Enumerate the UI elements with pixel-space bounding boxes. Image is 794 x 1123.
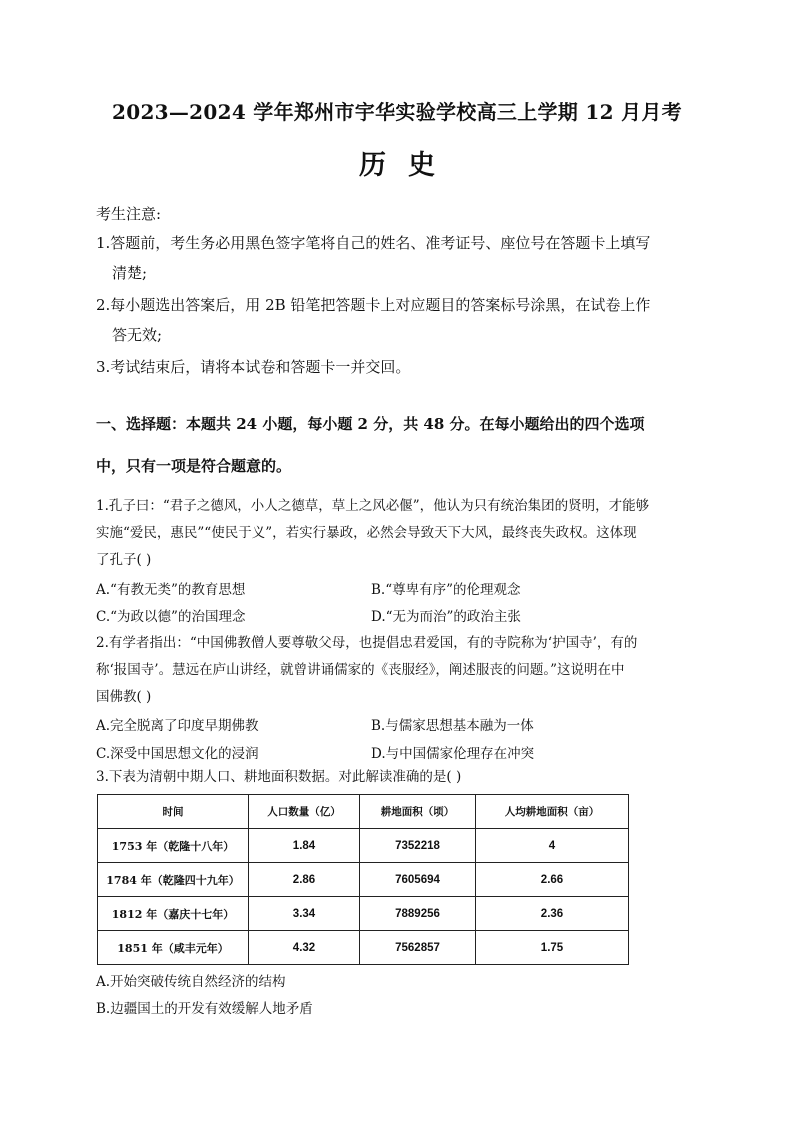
table-cell: 7889256 [360, 897, 476, 931]
table-cell: 7562857 [360, 931, 476, 965]
column-header: 人均耕地面积（亩） [476, 795, 629, 829]
table-cell: 1753 年（乾隆十八年） [98, 829, 249, 863]
option-2d[interactable]: D.与中国儒家伦理存在冲突 [371, 746, 535, 762]
notice-line: 答无效; [112, 326, 163, 344]
table-row [98, 829, 629, 863]
notice-heading: 考生注意: [96, 205, 162, 223]
table-cell: 4 [476, 829, 629, 863]
option-3a[interactable]: A.开始突破传统自然经济的结构 [96, 974, 286, 990]
option-1a[interactable]: A.“有教无类”的教育思想 [96, 582, 246, 598]
option-1d[interactable]: D.“无为而治”的政治主张 [371, 609, 521, 625]
notice-item-2 [96, 290, 696, 350]
notice-item-3 [96, 352, 696, 382]
table-cell: 3.34 [249, 897, 360, 931]
question-line: 国佛教( ) [96, 689, 152, 705]
option-2c[interactable]: C.深受中国思想文化的浸润 [96, 746, 259, 762]
question-2 [96, 630, 696, 711]
table-cell: 7352218 [360, 829, 476, 863]
option-1c[interactable]: C.“为政以德”的治国理念 [96, 609, 246, 625]
notice-line: 清楚; [112, 264, 148, 282]
section-line: 一、选择题：本题共 24 小题，每小题 2 分，共 48 分。在每小题给出的四个选项 [96, 415, 645, 433]
table-header-row [98, 795, 629, 829]
notice-line: 1.答题前，考生务必用黑色签字笔将自己的姓名、准考证号、座位号在答题卡上填写 [96, 234, 651, 252]
population-land-table [97, 794, 629, 965]
question-line: 2.有学者指出：“中国佛教僧人要尊敬父母，也提倡忠君爱国，有的寺院称为‘护国寺’，有的 [96, 635, 638, 651]
exam-title: 2023—2024 学年郑州市宇华实验学校高三上学期 12 月月考 [112, 100, 682, 124]
question-line: 1.孔子曰：“君子之德风，小人之德草，草上之风必偃”，他认为只有统治集团的贤明，才能够 [96, 498, 650, 514]
option-2a[interactable]: A.完全脱离了印度早期佛教 [96, 718, 259, 734]
table-cell: 2.66 [476, 863, 629, 897]
subject-title: 历史 [359, 150, 457, 181]
column-header: 耕地面积（顷） [360, 795, 476, 829]
table-cell: 1851 年（咸丰元年） [98, 931, 249, 965]
table-cell: 1812 年（嘉庆十七年） [98, 897, 249, 931]
table-row [98, 863, 629, 897]
table-row [98, 897, 629, 931]
table-row [98, 931, 629, 965]
column-header: 人口数量（亿） [249, 795, 360, 829]
option-2b[interactable]: B.与儒家思想基本融为一体 [371, 718, 534, 734]
table-cell: 2.86 [249, 863, 360, 897]
question-line: 了孔子( ) [96, 552, 152, 568]
notice-item-1 [96, 228, 696, 288]
table-cell: 1.84 [249, 829, 360, 863]
column-header: 时间 [98, 795, 249, 829]
table-cell: 7605694 [360, 863, 476, 897]
question-line: 称‘报国寺’。慧远在庐山讲经，就曾讲诵儒家的《丧服经》，阐述服丧的问题。”这说明在中 [96, 662, 625, 678]
notice-line: 3.考试结束后，请将本试卷和答题卡一并交回。 [96, 358, 411, 376]
table-cell: 2.36 [476, 897, 629, 931]
question-line: 3.下表为清朝中期人口、耕地面积数据。对此解读准确的是( ) [96, 769, 462, 785]
notice-line: 2.每小题选出答案后，用 2B 铅笔把答题卡上对应题目的答案标号涂黑，在试卷上作 [96, 296, 651, 314]
section-line: 中，只有一项是符合题意的。 [96, 457, 292, 475]
table-cell: 4.32 [249, 931, 360, 965]
option-1b[interactable]: B.“尊卑有序”的伦理观念 [371, 582, 521, 598]
question-line: 实施“爱民，惠民”“使民于义”，若实行暴政，必然会导致天下大风，最终丧失政权。这体现 [96, 525, 637, 541]
option-3b[interactable]: B.边疆国土的开发有效缓解人地矛盾 [96, 1001, 313, 1017]
question-3 [96, 764, 696, 791]
table-cell: 1784 年（乾隆四十九年） [98, 863, 249, 897]
section-heading [96, 403, 696, 487]
table-cell: 1.75 [476, 931, 629, 965]
question-1 [96, 493, 696, 574]
